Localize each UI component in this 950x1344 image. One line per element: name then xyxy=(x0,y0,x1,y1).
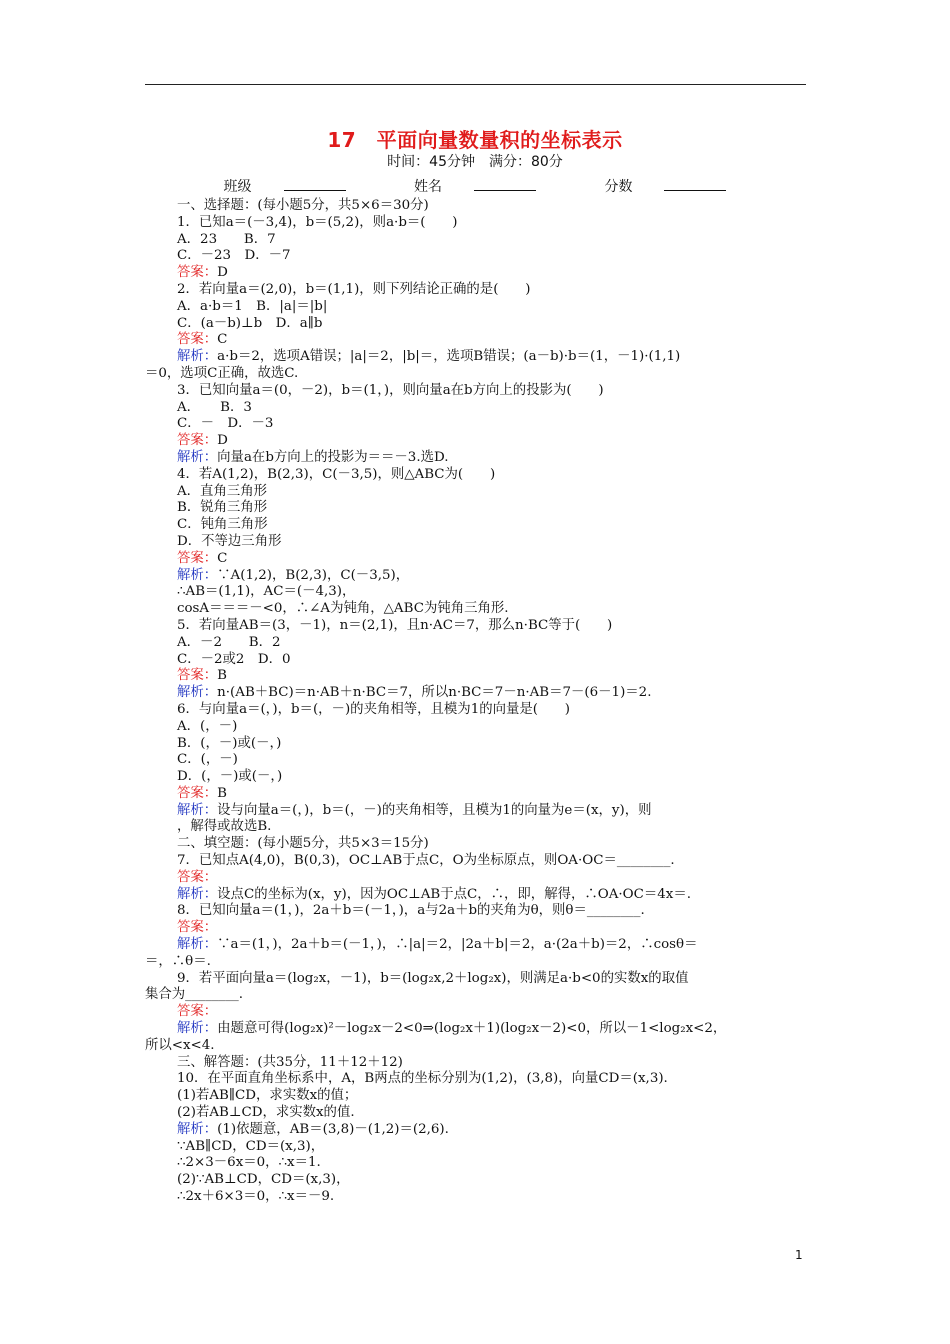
text-line: (2)若AB⊥CD，求实数x的值. xyxy=(177,1105,355,1121)
text-line: 二、填空题：(每小题5分，共5×3＝15分) xyxy=(177,836,429,852)
text-line: C．－23 D．－7 xyxy=(177,248,291,264)
text-line: ＝0，选项C正确，故选C. xyxy=(145,365,299,381)
text-line: cosA＝＝＝－<0，∴∠A为钝角，△ABC为钝角三角形. xyxy=(177,601,509,617)
text-line xyxy=(145,870,810,887)
answer-label: 答案： xyxy=(177,332,218,348)
explanation-label: 解析： xyxy=(177,802,218,818)
explanation-label: 解析： xyxy=(177,685,218,701)
text-line: 6．与向量a＝(，)，b＝(，－)的夹角相等，且模为1的向量是( ) xyxy=(177,701,571,717)
explanation-label: 解析： xyxy=(177,937,218,953)
text-line: 答案：D xyxy=(177,265,228,281)
answer-label: 答案： xyxy=(177,785,218,801)
text-line: ＝，∴θ＝. xyxy=(145,953,211,969)
text-line: A．－2 B．2 xyxy=(177,634,281,650)
text-line: C．－2或2 D．0 xyxy=(177,651,291,667)
text-line: (1)若AB∥CD，求实数x的值； xyxy=(177,1088,358,1104)
time-limit: 时间：45分钟 满分：80分 xyxy=(387,154,563,170)
text-line: 10．在平面直角坐标系中，A，B两点的坐标分别为(1,2)，(3,8)，向量CD＝(x,3). xyxy=(177,1071,668,1087)
text-line: 解析：设点C的坐标为(x，y)，因为OC⊥AB于点C，∴，即，解得，∴OA·OC＝4x＝. xyxy=(177,886,691,902)
document-body xyxy=(145,198,810,1206)
score-blank xyxy=(664,177,726,191)
text-line: 集合为________. xyxy=(145,987,243,1003)
text-line: 2．若向量a＝(2,0)，b＝(1,1)，则下列结论正确的是( ) xyxy=(177,281,531,297)
explanation-label: 解析： xyxy=(177,349,218,365)
answer-label: 答案： xyxy=(177,668,218,684)
text-line: A．a·b＝1 B．|a|＝|b| xyxy=(177,298,328,314)
text-line: A．23 B．7 xyxy=(177,231,276,247)
name-field: 姓名 xyxy=(398,176,552,196)
text-line: ∵AB∥CD，CD＝(x,3)， xyxy=(177,1138,325,1154)
text-line: 1．已知a＝(－3,4)，b＝(5,2)，则a·b＝( ) xyxy=(177,214,458,230)
answer-label: 答案： xyxy=(177,869,218,885)
text-line: A．直角三角形 xyxy=(177,483,268,499)
text-line: 答案：B xyxy=(177,668,228,684)
text-line: 一、选择题：(每小题5分，共5×6＝30分) xyxy=(177,198,429,213)
text-line: 3．已知向量a＝(0，－2)，b＝(1，)，则向量a在b方向上的投影为( ) xyxy=(177,382,604,398)
name-blank xyxy=(474,177,536,191)
text-line: 9．若平面向量a＝(log₂x，－1)，b＝(log₂x,2＋log₂x)，则满足a·b<0的实数x的取值 xyxy=(177,970,689,986)
answer-label: 答案： xyxy=(177,265,218,281)
text-line: 答案：B xyxy=(177,785,228,801)
text-line: 解析：n·(AB＋BC)＝n·AB＋n·BC＝7，所以n·BC＝7－n·AB＝7－(6－1)＝2. xyxy=(177,685,652,701)
text-line: B．锐角三角形 xyxy=(177,500,268,516)
text-line: 解析：∵A(1,2)，B(2,3)，C(－3,5)， xyxy=(177,567,410,583)
explanation-label: 解析： xyxy=(177,1021,218,1037)
text-line: D．(，－)或(－，) xyxy=(177,769,283,785)
text-line: ∴2×3－6x＝0，∴x＝1. xyxy=(177,1155,321,1171)
student-info-fields xyxy=(0,176,950,196)
answer-label: 答案： xyxy=(177,433,218,449)
text-line: 4．若A(1,2)，B(2,3)，C(－3,5)，则△ABC为( ) xyxy=(177,466,496,482)
explanation-label: 解析： xyxy=(177,886,218,902)
text-line: 8．已知向量a＝(1，)，2a＋b＝(－1，)，a与2a＋b的夹角为θ，则θ＝________. xyxy=(177,903,645,919)
answer-label: 答案： xyxy=(177,920,218,936)
text-line: ，解得或故选B. xyxy=(177,819,272,835)
text-line: 7．已知点A(4,0)，B(0,3)，OC⊥AB于点C，O为坐标原点，则OA·OC＝________. xyxy=(177,853,675,869)
header-rule xyxy=(145,84,806,85)
text-line: C．(，－) xyxy=(177,752,238,768)
text-line: 答案：D xyxy=(177,433,228,449)
text-line: 三、解答题：(共35分，11＋12＋12) xyxy=(177,1054,403,1070)
text-line: A．(，－) xyxy=(177,718,238,734)
page-number: 1 xyxy=(795,1248,803,1262)
explanation-label: 解析： xyxy=(177,1121,218,1137)
text-line: 所以<x<4. xyxy=(145,1037,215,1053)
text-line: A． B．3 xyxy=(177,399,252,415)
text-line: 5．若向量AB＝(3，－1)，n＝(2,1)，且n·AC＝7，那么n·BC等于( ) xyxy=(177,617,613,633)
text-line: ∴2x＋6×3＝0，∴x＝－9. xyxy=(177,1189,335,1205)
class-field: 班级 xyxy=(208,176,362,196)
text-line: C．钝角三角形 xyxy=(177,517,268,533)
text-line: 答案：C xyxy=(177,332,228,348)
text-line: 解析：a·b＝2，选项A错误；|a|＝2，|b|＝，选项B错误；(a－b)·b＝(1，－1)·(1,1) xyxy=(177,349,681,365)
text-line: 解析：设与向量a＝(，)，b＝(，－)的夹角相等，且模为1的向量为e＝(x，y)，则 xyxy=(177,802,652,818)
text-line: 解析：∵a＝(1，)，2a＋b＝(－1，)，∴|a|＝2，|2a＋b|＝2，a·(2a＋b)＝2，∴cosθ＝ xyxy=(177,937,698,953)
text-line: D．不等边三角形 xyxy=(177,533,282,549)
text-line xyxy=(145,1004,810,1021)
answer-label: 答案： xyxy=(177,1004,218,1020)
score-field: 分数 xyxy=(588,176,742,196)
class-blank xyxy=(284,177,346,191)
text-line: C．(a－b)⊥b D．a∥b xyxy=(177,315,323,331)
text-line: (2)∵AB⊥CD，CD＝(x,3)， xyxy=(177,1172,350,1188)
text-line: B．(，－)或(－，) xyxy=(177,735,282,751)
text-line xyxy=(145,920,810,937)
text-line: 答案：C xyxy=(177,550,228,566)
explanation-label: 解析： xyxy=(177,449,218,465)
text-line: ∴AB＝(1,1)，AC＝(－4,3)， xyxy=(177,584,356,600)
explanation-label: 解析： xyxy=(177,567,218,583)
answer-label: 答案： xyxy=(177,550,218,566)
text-line: 解析：(1)依题意，AB＝(3,8)－(1,2)＝(2,6). xyxy=(177,1121,449,1137)
text-line: 解析：向量a在b方向上的投影为＝＝－3.选D. xyxy=(177,449,449,465)
page-title: 17 平面向量数量积的坐标表示 xyxy=(327,128,623,152)
text-line: C．－ D．－3 xyxy=(177,416,274,432)
text-line: 解析：由题意可得(log₂x)²－log₂x－2<0⇒(log₂x＋1)(log₂x－2)<0，所以－1<log₂x<2， xyxy=(177,1021,727,1037)
